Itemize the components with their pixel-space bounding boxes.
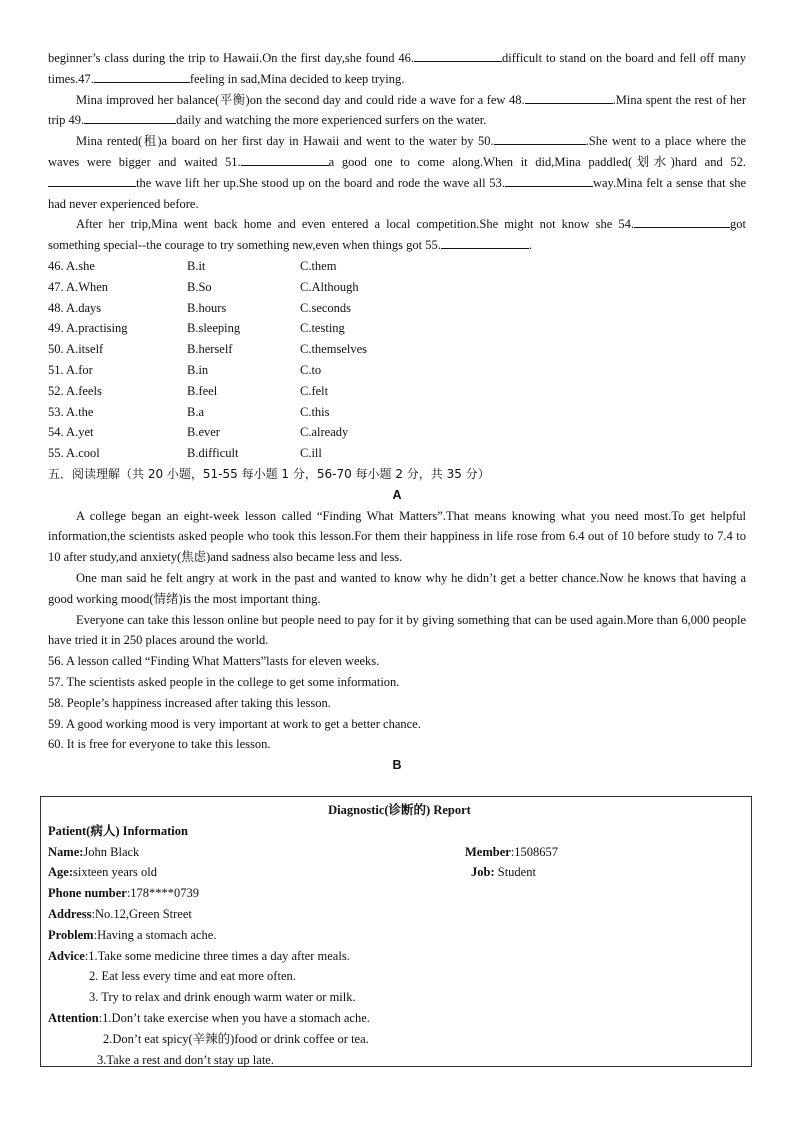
age-job-row bbox=[48, 862, 751, 883]
option-c[interactable]: C.felt bbox=[300, 383, 329, 398]
option-a[interactable]: 53. A.the bbox=[48, 404, 94, 419]
attention-item-1: :1.Don’t take exercise when you have a stomach ache. bbox=[98, 1010, 370, 1025]
blank-48[interactable] bbox=[525, 90, 613, 104]
job-field bbox=[465, 862, 536, 883]
option-a[interactable]: 55. A.cool bbox=[48, 446, 100, 461]
attention-item-3: 3.Take a rest and don’t stay up late. bbox=[97, 1052, 274, 1067]
option-a[interactable]: 49. A.practising bbox=[48, 321, 128, 336]
job-label: Job: bbox=[471, 865, 495, 880]
statement-59: 59. A good working mood is very important at work to get a better chance. bbox=[48, 716, 421, 731]
option-a[interactable]: 52. A.feels bbox=[48, 383, 102, 398]
diagnostic-report bbox=[40, 796, 752, 1067]
section-heading: 五．阅读理解（共 20 小题，51-55 每小题 1 分，56-70 每小题 2 分，共 35 分） bbox=[48, 466, 490, 481]
statement-57: 57. The scientists asked people in the college to get some information. bbox=[48, 674, 400, 689]
option-b[interactable]: B.herself bbox=[187, 342, 233, 357]
option-row-49 bbox=[48, 318, 746, 339]
option-a[interactable]: 48. A.days bbox=[48, 300, 102, 315]
blank-49[interactable] bbox=[84, 110, 176, 124]
name-value: John Black bbox=[83, 844, 140, 859]
statement-56: 56. A lesson called “Finding What Matters”lasts for eleven weeks. bbox=[48, 654, 380, 669]
problem-field bbox=[48, 925, 751, 946]
passage-paragraph-4 bbox=[48, 214, 746, 256]
text: Mina improved her balance(平衡)on the second day and could ride a wave for a few 48. bbox=[76, 92, 525, 107]
part-b-title: B bbox=[392, 758, 402, 773]
option-row-53 bbox=[48, 402, 746, 423]
address-label: Address bbox=[48, 906, 92, 921]
option-c[interactable]: C.this bbox=[300, 404, 330, 419]
patient-info-heading bbox=[48, 821, 751, 842]
option-c[interactable]: C.seconds bbox=[300, 300, 352, 315]
blank-46[interactable] bbox=[414, 48, 502, 62]
text: Mina rented(租)a board on her first day in Hawaii and went to the water by 50. bbox=[76, 134, 494, 149]
name-member-row bbox=[48, 842, 751, 863]
text: .Mina spent the rest of her trip 49. bbox=[48, 92, 747, 128]
text: difficult to stand on the board and fell off many times.47. bbox=[48, 51, 746, 86]
blank-52[interactable] bbox=[48, 173, 136, 187]
address-value: :No.12,Green Street bbox=[91, 906, 192, 921]
option-b[interactable]: B.hours bbox=[187, 300, 227, 315]
statement-60: 60. It is free for everyone to take this lesson. bbox=[48, 737, 271, 752]
option-b[interactable]: B.So bbox=[187, 279, 212, 294]
option-a[interactable]: 50. A.itself bbox=[48, 342, 104, 357]
advice-label: Advice bbox=[48, 948, 85, 963]
text: way.Mina felt a sense that she had never experienced before. bbox=[48, 175, 746, 211]
text: got something special--the courage to try something new,even when things got 55. bbox=[48, 217, 746, 253]
reading-a-paragraph-3: Everyone can take this lesson online but people need to pay for it by giving something that can be used again.More than 6,000 people have tried it in 250 places around the world. bbox=[48, 612, 746, 648]
blank-50[interactable] bbox=[494, 131, 586, 145]
patient-info-label: Patient(病人) Information bbox=[48, 823, 188, 838]
text: .She went to a place where the waves were bigger and waited 51. bbox=[48, 134, 746, 169]
option-row-50 bbox=[48, 339, 746, 360]
advice-field bbox=[48, 946, 751, 967]
reading-a-paragraph-2: One man said he felt angry at work in the past and wanted to know why he didn’t get a better chance.Now he knows that having a good working mood(情绪)is the most important thing. bbox=[48, 570, 746, 606]
option-b[interactable]: B.sleeping bbox=[187, 321, 241, 336]
phone-field bbox=[48, 883, 751, 904]
text: feeling in sad,Mina decided to keep trying. bbox=[189, 71, 405, 86]
option-a[interactable]: 54. A.yet bbox=[48, 425, 94, 440]
statement-58: 58. People’s happiness increased after taking this lesson. bbox=[48, 695, 331, 710]
report-title: Diagnostic(诊断的) Report bbox=[328, 803, 471, 817]
job-value: Student bbox=[494, 865, 536, 880]
problem-label: Problem bbox=[48, 927, 94, 942]
advice-item-3: 3. Try to relax and drink enough warm water or milk. bbox=[89, 990, 356, 1005]
member-value: :1508657 bbox=[510, 844, 559, 859]
text: a good one to come along.When it did,Mina paddled(划水)hard and 52. bbox=[328, 154, 746, 169]
name-label: Name: bbox=[48, 844, 84, 859]
blank-53[interactable] bbox=[505, 173, 593, 187]
option-b[interactable]: B.feel bbox=[187, 383, 218, 398]
phone-value: :178****0739 bbox=[126, 886, 200, 901]
option-b[interactable]: B.it bbox=[187, 258, 206, 273]
text: . bbox=[528, 238, 532, 253]
advice-item-2: 2. Eat less every time and eat more often. bbox=[89, 969, 296, 984]
blank-51[interactable] bbox=[241, 152, 329, 166]
option-b[interactable]: B.ever bbox=[187, 425, 220, 440]
age-label: Age: bbox=[48, 865, 73, 880]
option-b[interactable]: B.difficult bbox=[187, 446, 239, 461]
option-a[interactable]: 46. A.she bbox=[48, 258, 95, 273]
option-row-52 bbox=[48, 381, 746, 402]
member-field bbox=[465, 842, 558, 863]
phone-label: Phone number bbox=[48, 886, 127, 901]
problem-value: :Having a stomach ache. bbox=[93, 927, 217, 942]
part-a-title: A bbox=[392, 487, 402, 502]
option-a[interactable]: 51. A.for bbox=[48, 362, 93, 377]
advice-item-1: :1.Take some medicine three times a day after meals. bbox=[84, 948, 350, 963]
option-c[interactable]: C.ill bbox=[300, 446, 322, 461]
text: daily and watching the more experienced surfers on the water. bbox=[176, 113, 487, 128]
option-b[interactable]: B.in bbox=[187, 362, 209, 377]
option-c[interactable]: C.to bbox=[300, 362, 322, 377]
option-row-46 bbox=[48, 256, 746, 277]
option-c[interactable]: C.testing bbox=[300, 321, 345, 336]
passage-paragraph-2 bbox=[48, 90, 746, 132]
blank-54[interactable] bbox=[634, 214, 730, 228]
option-row-54 bbox=[48, 422, 746, 443]
text: beginner’s class during the trip to Hawaii.On the first day,she found 46. bbox=[48, 51, 415, 65]
option-a[interactable]: 47. A.When bbox=[48, 279, 109, 294]
text: the wave lift her up.She stood up on the board and rode the wave all 53. bbox=[136, 175, 505, 190]
option-row-47 bbox=[48, 277, 746, 298]
passage-paragraph-3 bbox=[48, 131, 746, 214]
name-field bbox=[48, 842, 465, 863]
option-c[interactable]: C.them bbox=[300, 258, 337, 273]
option-c[interactable]: C.themselves bbox=[300, 342, 368, 357]
address-field bbox=[48, 904, 751, 925]
passage-paragraph-1 bbox=[48, 48, 746, 90]
attention-item-2: 2.Don’t eat spicy(辛辣的)food or drink coffee or tea. bbox=[103, 1031, 369, 1046]
attention-label: Attention bbox=[48, 1010, 99, 1025]
options-list bbox=[48, 256, 746, 464]
reading-a-paragraph-1: A college began an eight-week lesson called “Finding What Matters”.That means knowing what you need most.To get helpful information,the scientists asked people who took this lesson.For them their happiness in life rose from 6.4 out of 10 before study to 7.4 to 10 after study,and anxiety(焦虑)and sadness also became less and less. bbox=[48, 508, 746, 565]
option-c[interactable]: C.already bbox=[300, 425, 349, 440]
age-field bbox=[48, 862, 465, 883]
text: After her trip,Mina went back home and even entered a local competition.She might not know she 54. bbox=[76, 217, 635, 232]
option-b[interactable]: B.a bbox=[187, 404, 205, 419]
option-row-51 bbox=[48, 360, 746, 381]
option-c[interactable]: C.Although bbox=[300, 279, 359, 294]
age-value: sixteen years old bbox=[73, 865, 158, 880]
attention-field bbox=[48, 1008, 751, 1029]
member-label: Member bbox=[465, 844, 511, 859]
blank-55[interactable] bbox=[441, 235, 529, 249]
document-page bbox=[48, 48, 746, 776]
blank-47[interactable] bbox=[94, 69, 190, 83]
option-row-48 bbox=[48, 298, 746, 319]
option-row-55 bbox=[48, 443, 746, 464]
